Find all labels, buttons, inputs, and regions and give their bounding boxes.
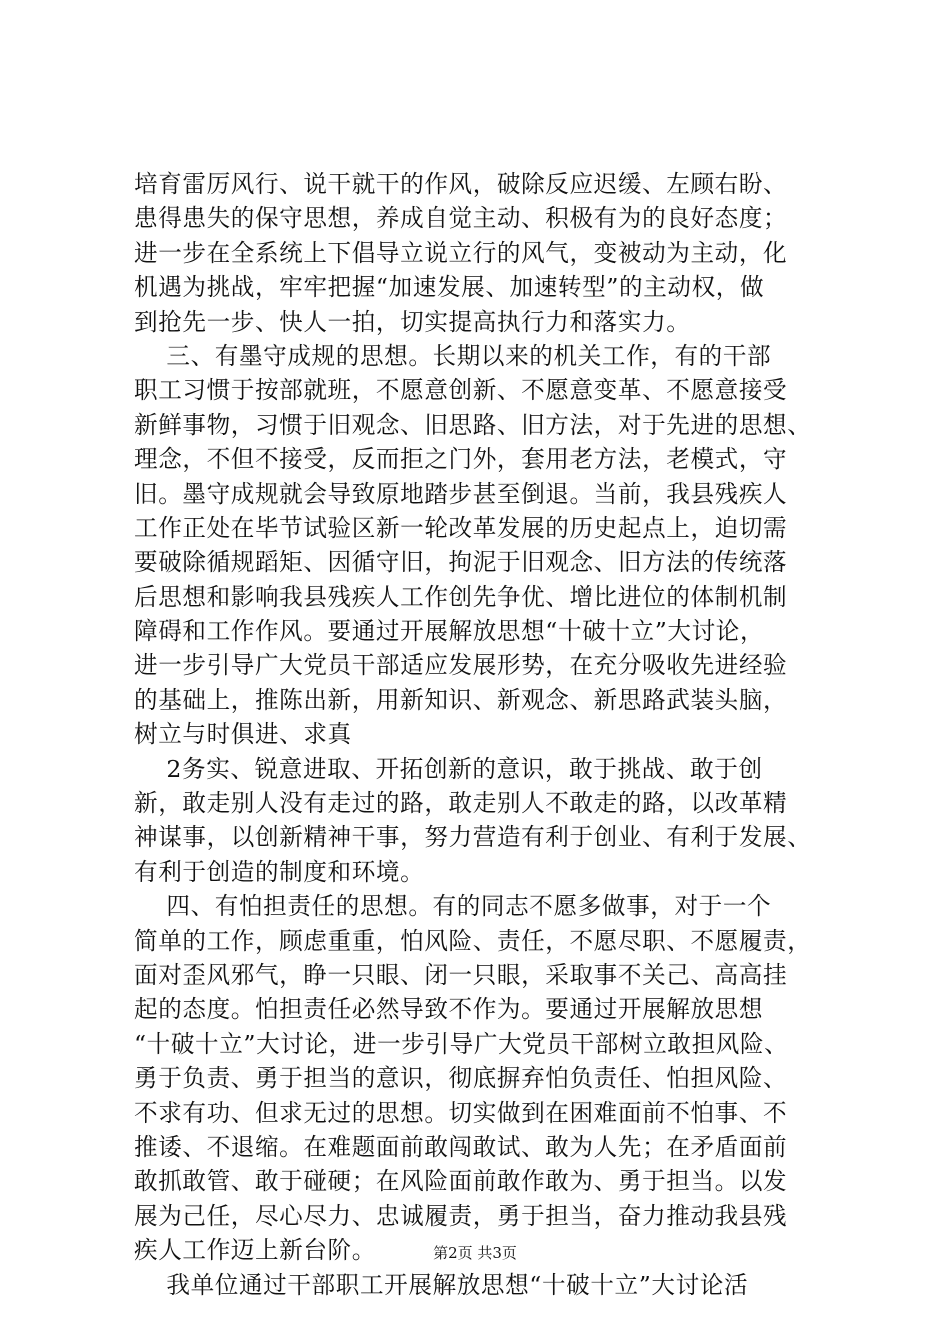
text-line: 四、有怕担责任的思想。有的同志不愿多做事，对于一个 [134,892,772,921]
text-line: 勇于负责、勇于担当的意识，彻底摒弃怕负责任、怕担风险、 [134,1064,788,1093]
body-text [134,167,834,1302]
text-line: 起的态度。怕担责任必然导致不作为。要通过开展解放思想 [134,995,764,1024]
text-line: 疾人工作迈上新台阶。 [134,1236,376,1265]
text-line: 三、有墨守成规的思想。长期以来的机关工作，有的干部 [134,341,772,370]
text-line: 推诿、不退缩。在难题面前敢闯敢试、敢为人先；在矛盾面前 [134,1132,788,1161]
text-line: 培育雷厉风行、说干就干的作风，破除反应迟缓、左顾右盼、 [134,170,788,198]
text-line: 工作正处在毕节试验区新一轮改革发展的历史起点上，迫切需 [134,513,788,542]
text-line: 有利于创造的制度和环境。 [134,857,425,886]
text-line: 的基础上，推陈出新，用新知识、新观念、新思路武装头脑， [134,685,788,714]
text-line: 机遇为挑战，牢牢把握“加速发展、加速转型”的主动权，做 [134,273,765,302]
text-line: 理念，不但不接受，反而拒之门外，套用老方法，老模式，守 [134,445,788,474]
text-line: 要破除循规蹈矩、因循守旧，拘泥于旧观念、旧方法的传统落 [134,548,788,577]
page-footer: 第2页 共3页 [433,1244,517,1262]
text-line: 职工习惯于按部就班，不愿意创新、不愿意变革、不愿意接受 [134,376,788,405]
text-line: 2务实、锐意进取、开拓创新的意识，敢于挑战、敢于创 [134,754,763,783]
text-line: 障碍和工作作风。要通过开展解放思想“十破十立”大讨论， [134,617,765,646]
text-line: “十破十立”大讨论，进一步引导广大党员干部树立敢担风险、 [134,1029,789,1058]
text-line: 进一步在全系统上下倡导立说立行的风气，变被动为主动，化 [134,238,788,267]
text-line: 进一步引导广大党员干部适应发展形势，在充分吸收先进经验 [134,651,788,680]
text-line: 后思想和影响我县残疾人工作创先争优、增比进位的体制机制 [134,582,788,611]
text-line: 树立与时俱进、求真 [134,720,352,749]
text-line: 神谋事，以创新精神干事，努力营造有利于创业、有利于发展、 [134,823,812,852]
text-line: 患得患失的保守思想，养成自觉主动、积极有为的良好态度； [134,204,788,233]
text-line: 展为己任，尽心尽力、忠诚履责，勇于担当，奋力推动我县残 [134,1201,788,1230]
text-line: 不求有功、但求无过的思想。切实做到在困难面前不怕事、不 [134,1098,788,1127]
text-line: 我单位通过干部职工开展解放思想“十破十立”大讨论活 [134,1270,749,1299]
text-line: 旧。墨守成规就会导致原地踏步甚至倒退。当前，我县残疾人 [134,479,788,508]
text-line: 简单的工作，顾虑重重，怕风险、责任，不愿尽职、不愿履责， [134,926,812,955]
text-line: 到抢先一步、快人一拍，切实提高执行力和落实力。 [134,307,691,336]
text-line: 新鲜事物，习惯于旧观念、旧思路、旧方法，对于先进的思想、 [134,410,812,439]
text-line: 新，敢走别人没有走过的路，敢走别人不敢走的路，以改革精 [134,789,788,818]
text-line: 敢抓敢管、敢于碰硬；在风险面前敢作敢为、勇于担当。以发 [134,1167,788,1196]
text-line: 面对歪风邪气，睁一只眼、闭一只眼，采取事不关己、高高挂 [134,960,788,989]
